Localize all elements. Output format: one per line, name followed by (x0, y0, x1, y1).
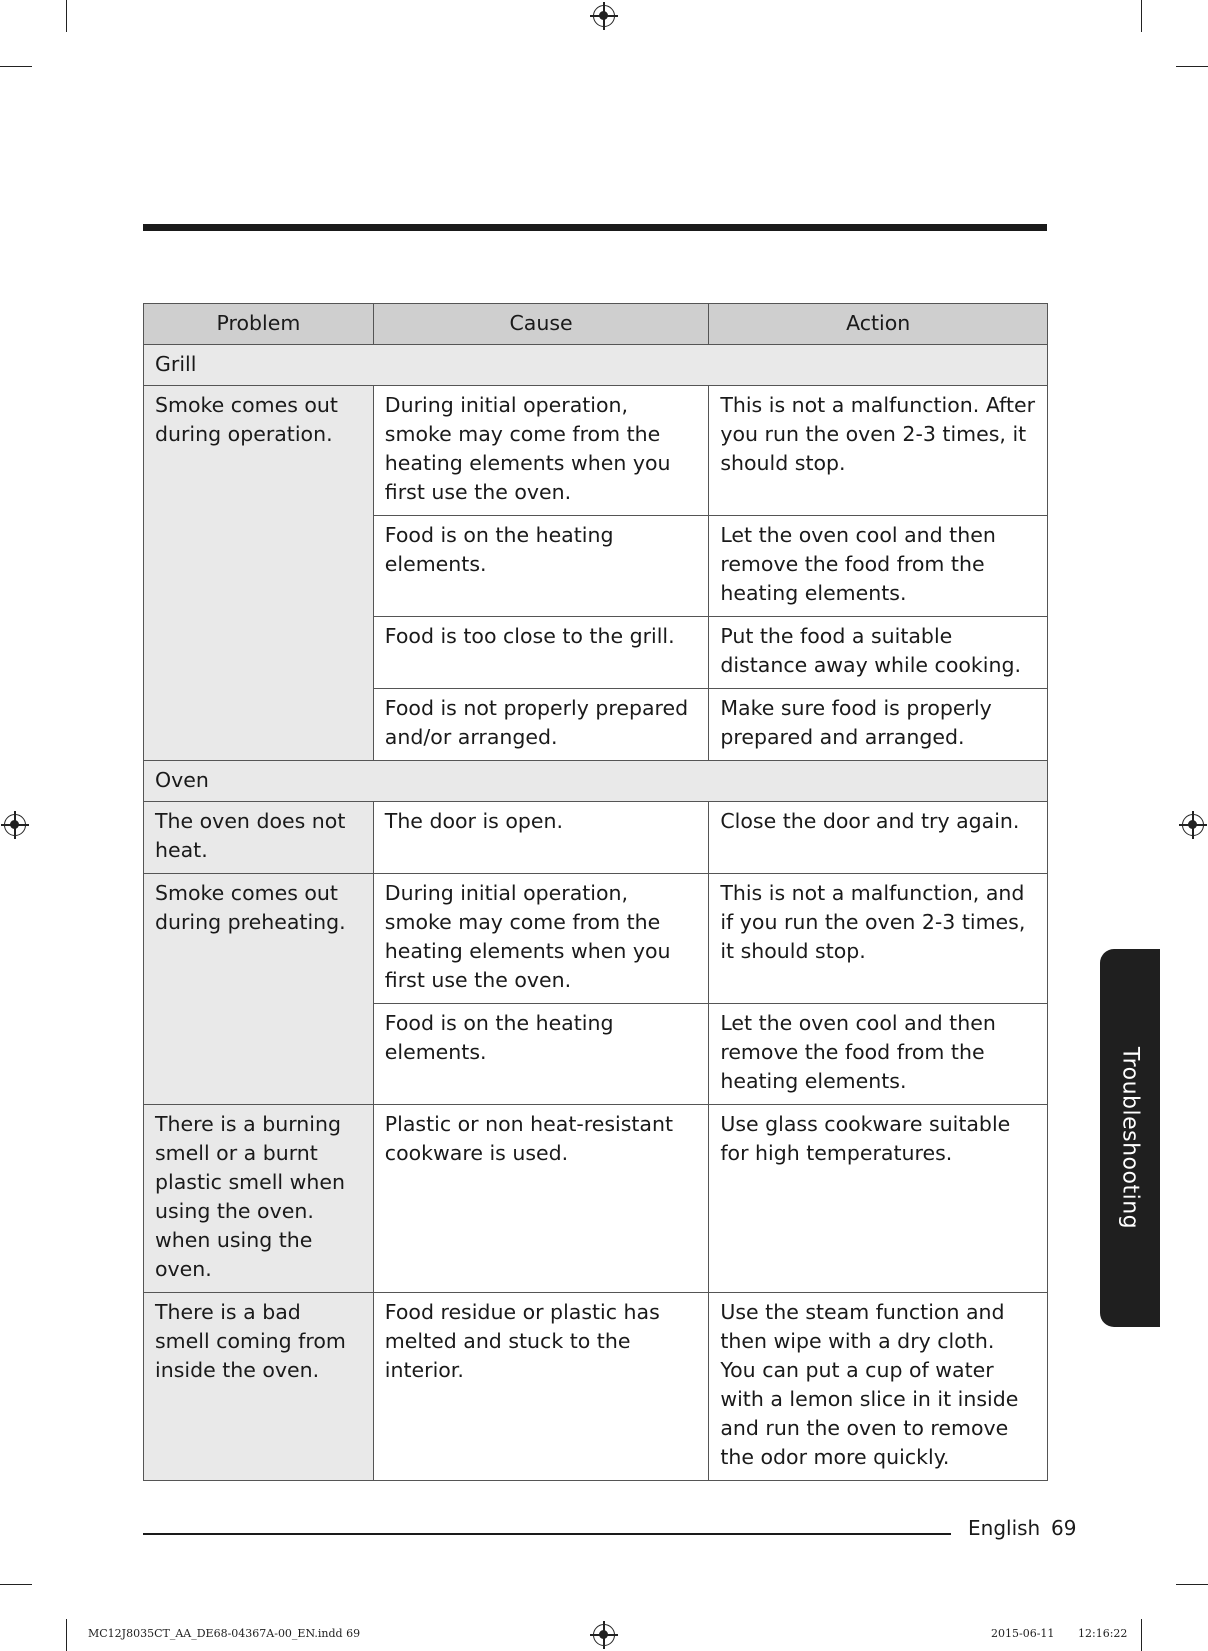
cause-cell: Food is too close to the grill. (373, 617, 709, 689)
table-row (144, 874, 1048, 1004)
section-row-oven (144, 761, 1048, 802)
crop-mark (0, 1584, 32, 1585)
crop-mark (0, 66, 32, 67)
problem-cell: Smoke comes out during preheating. (144, 874, 374, 1105)
column-header-action: Action (709, 304, 1048, 345)
action-cell: Let the oven cool and then remove the food from the heating elements. (709, 516, 1048, 617)
action-line: Use the steam function and then wipe with a dry cloth. (720, 1300, 1005, 1353)
crop-mark (1141, 0, 1142, 32)
table-row (144, 802, 1048, 874)
cause-cell: The door is open. (373, 802, 709, 874)
crop-mark (1141, 1619, 1142, 1651)
action-cell: Use glass cookware suitable for high temperatures. (709, 1105, 1048, 1293)
cause-cell: Plastic or non heat-resistant cookware is used. (373, 1105, 709, 1293)
cause-cell: Food is not properly prepared and/or arranged. (373, 689, 709, 761)
section-row-grill (144, 345, 1048, 386)
table-row (144, 386, 1048, 516)
action-cell: This is not a malfunction. After you run the oven 2-3 times, it should stop. (709, 386, 1048, 516)
slug-filename: MC12J8035CT_AA_DE68-04367A-00_EN.indd 69 (88, 1627, 361, 1640)
action-cell (709, 1293, 1048, 1481)
cause-cell: Food is on the heating elements. (373, 1004, 709, 1105)
section-side-tab (1100, 949, 1160, 1327)
action-cell: Make sure food is properly prepared and arranged. (709, 689, 1048, 761)
troubleshooting-table (143, 303, 1048, 1481)
cause-cell: Food is on the heating elements. (373, 516, 709, 617)
registration-mark-icon (4, 814, 26, 836)
registration-mark-icon (593, 5, 615, 27)
side-tab-label: Troubleshooting (1117, 1046, 1143, 1230)
header-rule (143, 224, 1047, 231)
cause-cell: During initial operation, smoke may come from the heating elements when you first use the oven. (373, 874, 709, 1004)
crop-mark (66, 0, 67, 32)
column-header-cause: Cause (373, 304, 709, 345)
slug-time: 12:16:22 (1078, 1627, 1128, 1640)
cause-cell: Food residue or plastic has melted and stuck to the interior. (373, 1293, 709, 1481)
problem-cell: There is a burning smell or a burnt plastic smell when using the oven. when using the oven. (144, 1105, 374, 1293)
crop-mark (66, 1619, 67, 1651)
action-cell: Put the food a suitable distance away while cooking. (709, 617, 1048, 689)
cause-cell: During initial operation, smoke may come from the heating elements when you first use the oven. (373, 386, 709, 516)
problem-cell: The oven does not heat. (144, 802, 374, 874)
crop-mark (1176, 66, 1208, 67)
action-cell: Let the oven cool and then remove the food from the heating elements. (709, 1004, 1048, 1105)
footer-rule (143, 1533, 951, 1535)
section-label-grill: Grill (144, 345, 1048, 386)
action-cell: This is not a malfunction, and if you run the oven 2-3 times, it should stop. (709, 874, 1048, 1004)
page-number: 69 (1051, 1516, 1077, 1540)
table-row (144, 1293, 1048, 1481)
slug-date: 2015-06-11 (991, 1627, 1055, 1640)
problem-cell: There is a bad smell coming from inside the oven. (144, 1293, 374, 1481)
table-row (144, 1105, 1048, 1293)
column-header-problem: Problem (144, 304, 374, 345)
action-cell: Close the door and try again. (709, 802, 1048, 874)
section-label-oven: Oven (144, 761, 1048, 802)
action-line: You can put a cup of water with a lemon slice in it inside and run the oven to remove the odor more quickly. (720, 1358, 1019, 1469)
registration-mark-icon (1182, 814, 1204, 836)
problem-cell: Smoke comes out during operation. (144, 386, 374, 761)
table-header-row (144, 304, 1048, 345)
crop-mark (1176, 1584, 1208, 1585)
footer-language: English (968, 1516, 1041, 1540)
registration-mark-icon (593, 1624, 615, 1646)
